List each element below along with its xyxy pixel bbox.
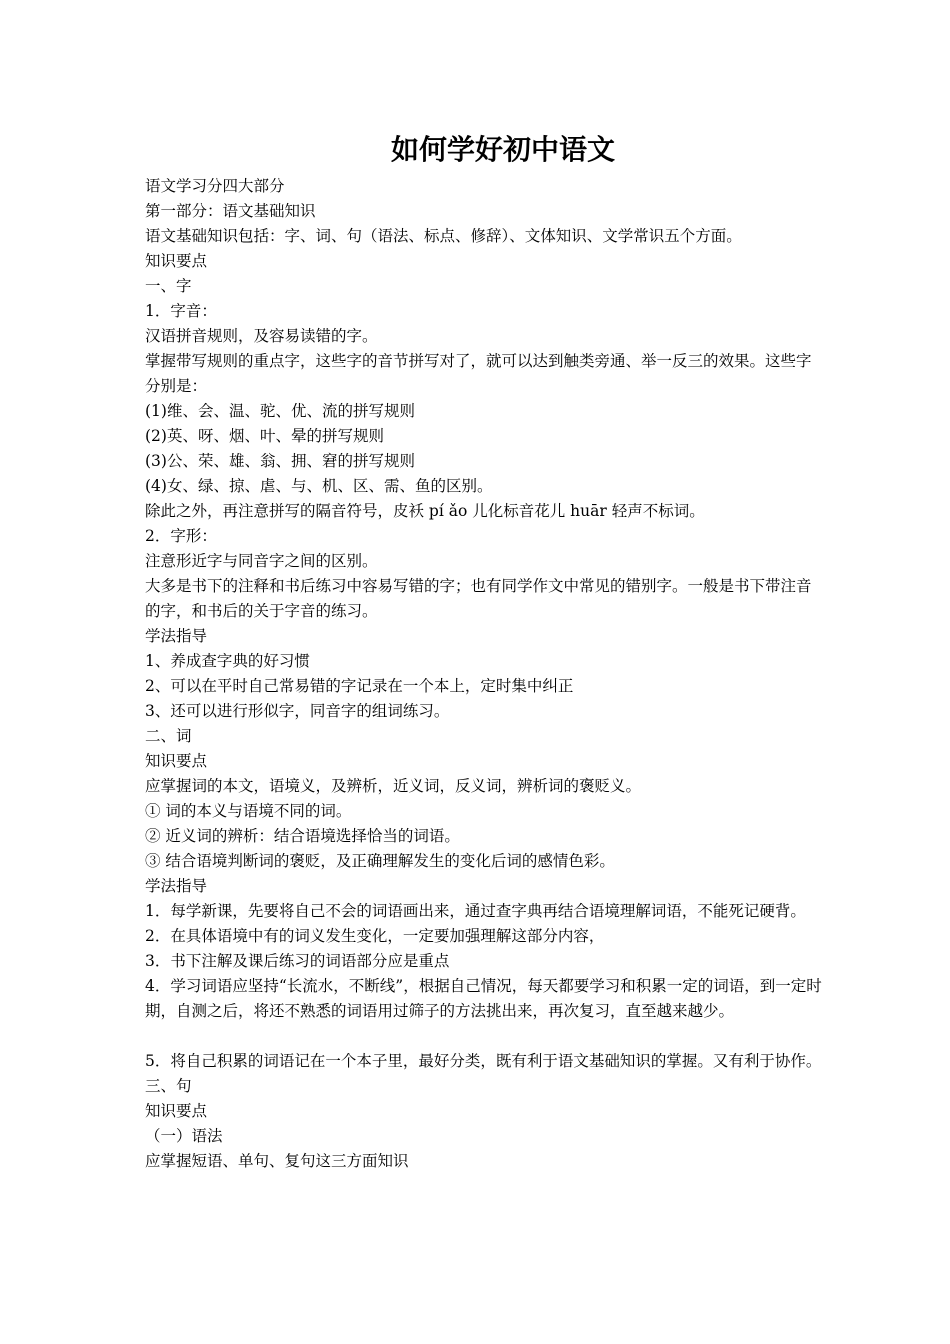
paragraph: (2)英、呀、烟、叶、晕的拼写规则	[145, 427, 384, 445]
document-body	[145, 174, 825, 1174]
paragraph: ③ 结合语境判断词的褒贬，及正确理解发生的变化后词的感情色彩。	[145, 852, 615, 870]
paragraph: (1)维、会、温、驼、优、流的拼写规则	[145, 402, 415, 420]
paragraph: 2．字形：	[145, 527, 217, 545]
paragraph: 学法指导	[145, 627, 208, 645]
paragraph: 知识要点	[145, 752, 208, 770]
paragraph: 语文基础知识包括：字、词、句（语法、标点、修辞）、文体知识、文学常识五个方面。	[145, 227, 742, 245]
paragraph: （一）语法	[145, 1127, 223, 1145]
paragraph: (3)公、荣、雄、翁、拥、窘的拼写规则	[145, 452, 415, 470]
paragraph: 5．将自己积累的词语记在一个本子里，最好分类，既有利于语文基础知识的掌握。又有利于协作。	[145, 1052, 822, 1070]
document-title: 如何学好初中语文	[390, 133, 615, 166]
paragraph: ② 近义词的辨析：结合语境选择恰当的词语。	[145, 827, 460, 845]
paragraph: 应掌握词的本文，语境义，及辨析，近义词，反义词，辨析词的褒贬义。	[145, 777, 642, 795]
paragraph: 汉语拼音规则，及容易读错的字。	[145, 327, 378, 345]
paragraph: 2．在具体语境中有的词义发生变化，一定要加强理解这部分内容，	[145, 927, 605, 945]
paragraph: 1、养成查字典的好习惯	[145, 652, 310, 670]
paragraph: 知识要点	[145, 252, 208, 270]
paragraph: 语文学习分四大部分	[145, 177, 285, 195]
paragraph: 1．字音：	[145, 302, 217, 320]
paragraph: ① 词的本义与语境不同的词。	[145, 802, 352, 820]
paragraph: 除此之外，再注意拼写的隔音符号，皮袄 pí ǎo 儿化标音花儿 huār 轻声不标词。	[145, 502, 705, 520]
paragraph: 二、词	[145, 727, 192, 745]
paragraph: 知识要点	[145, 1102, 208, 1120]
paragraph: 注意形近字与同音字之间的区别。	[145, 552, 378, 570]
paragraph: 1．每学新课，先要将自己不会的词语画出来，通过查字典再结合语境理解词语，不能死记硬背。	[145, 902, 806, 920]
blank-line	[145, 1024, 825, 1049]
paragraph: (4)女、绿、掠、虐、与、机、区、需、鱼的区别。	[145, 477, 493, 495]
paragraph: 第一部分：语文基础知识	[145, 202, 316, 220]
paragraph: 应掌握短语、单句、复句这三方面知识	[145, 1152, 409, 1170]
paragraph: 学法指导	[145, 877, 208, 895]
paragraph: 一、字	[145, 277, 192, 295]
paragraph: 2、可以在平时自己常易错的字记录在一个本上，定时集中纠正	[145, 677, 574, 695]
paragraph: 三、句	[145, 1077, 192, 1095]
paragraph: 4．学习词语应坚持“长流水，不断线”，根据自己情况，每天都要学习和积累一定的词语，到一定时期，自测之后，将还不熟悉的词语用过筛子的方法挑出来，再次复习，直至越来越少。	[145, 977, 822, 1020]
paragraph: 掌握带写规则的重点字，这些字的音节拼写对了，就可以达到触类旁通、举一反三的效果。这些字分别是：	[145, 352, 812, 395]
paragraph: 大多是书下的注释和书后练习中容易写错的字；也有同学作文中常见的错别字。一般是书下带注音的字，和书后的关于字音的练习。	[145, 577, 812, 620]
paragraph: 3、还可以进行形似字，同音字的组词练习。	[145, 702, 450, 720]
paragraph: 3．书下注解及课后练习的词语部分应是重点	[145, 952, 450, 970]
